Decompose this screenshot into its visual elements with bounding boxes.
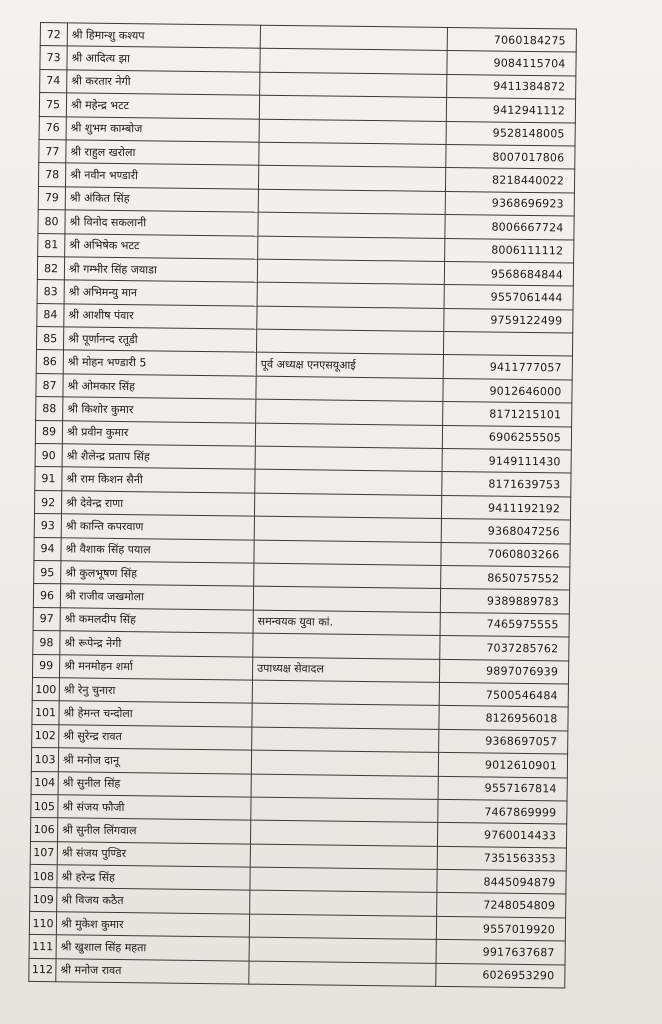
designation xyxy=(253,633,440,659)
member-name: श्री आदित्य झा xyxy=(67,46,260,72)
phone-number: 8007017806 xyxy=(446,144,575,169)
designation xyxy=(254,493,441,519)
serial-number: 89 xyxy=(35,420,62,444)
member-name: श्री अभिषेक भटट xyxy=(65,233,258,259)
designation xyxy=(254,563,441,589)
designation xyxy=(260,49,447,75)
member-name: श्री वैशाक सिंह पयाल xyxy=(61,537,254,563)
phone-number: 7351563353 xyxy=(437,846,566,871)
designation xyxy=(254,540,441,566)
designation xyxy=(252,680,439,706)
member-name: श्री रेनु चुनारा xyxy=(59,678,252,704)
serial-number: 98 xyxy=(33,631,60,655)
phone-number: 9412941112 xyxy=(446,98,575,123)
designation xyxy=(250,844,437,870)
serial-number: 99 xyxy=(32,654,59,678)
designation xyxy=(259,119,446,145)
member-name: श्री कमलदीप सिंह xyxy=(60,608,253,634)
phone-number: 7060184275 xyxy=(447,27,576,52)
designation xyxy=(258,236,445,262)
designation xyxy=(249,914,436,940)
phone-number: 8171639753 xyxy=(442,472,571,497)
serial-number: 101 xyxy=(32,701,59,725)
phone-number: 9897076939 xyxy=(439,659,568,684)
member-name: श्री किशोर कुमार xyxy=(63,397,256,423)
phone-number: 9759122499 xyxy=(444,308,573,333)
serial-number: 102 xyxy=(32,724,59,748)
member-name: श्री हरेन्द्र सिंह xyxy=(57,865,250,891)
phone-number: 9760014433 xyxy=(437,823,566,848)
designation xyxy=(251,774,438,800)
phone-number: 9368697057 xyxy=(439,729,568,754)
serial-number: 88 xyxy=(36,397,63,421)
phone-number: 9084115704 xyxy=(447,51,576,76)
serial-number: 100 xyxy=(32,677,59,701)
phone-number: 7467869999 xyxy=(438,799,567,824)
phone-number: 8006111112 xyxy=(445,238,574,263)
designation xyxy=(249,937,436,963)
phone-number: 6026953290 xyxy=(436,963,565,988)
member-list-table xyxy=(28,22,577,989)
designation xyxy=(257,306,444,332)
designation xyxy=(255,470,442,496)
member-name: श्री देवेन्द्र राणा xyxy=(61,491,254,517)
serial-number: 91 xyxy=(35,467,62,491)
phone-number: 8650757552 xyxy=(441,565,570,590)
member-name: श्री हेमन्त चन्दोला xyxy=(59,701,252,727)
member-name: श्री शैलेन्द्र प्रताप सिंह xyxy=(62,444,255,470)
serial-number: 83 xyxy=(37,280,64,304)
serial-number: 109 xyxy=(30,888,57,912)
designation xyxy=(251,750,438,776)
serial-number: 95 xyxy=(34,560,61,584)
serial-number: 73 xyxy=(40,46,67,70)
serial-number: 106 xyxy=(30,818,57,842)
designation xyxy=(258,166,445,192)
serial-number: 93 xyxy=(34,514,61,538)
serial-number: 86 xyxy=(36,350,63,374)
phone-number: 8171215101 xyxy=(443,402,572,427)
serial-number: 111 xyxy=(29,935,56,959)
phone-number: 9557167814 xyxy=(438,776,567,801)
serial-number: 79 xyxy=(38,186,65,210)
designation xyxy=(255,423,442,449)
phone-number: 7037285762 xyxy=(440,636,569,661)
phone-number: 9411192192 xyxy=(441,495,570,520)
phone-number: 9557061444 xyxy=(444,285,573,310)
member-name: श्री सुनील लिंगवाल xyxy=(57,818,250,844)
phone-number xyxy=(443,332,572,357)
member-name: श्री आशीष पंवार xyxy=(64,304,257,330)
designation xyxy=(257,259,444,285)
designation xyxy=(258,212,445,238)
designation xyxy=(249,961,436,987)
serial-number: 87 xyxy=(36,373,63,397)
member-name: श्री रूपेन्द्र नेगी xyxy=(60,631,253,657)
phone-number: 8445094879 xyxy=(437,869,566,894)
designation xyxy=(254,516,441,542)
phone-number: 9012646000 xyxy=(443,378,572,403)
member-name: श्री राम किशन सैनी xyxy=(62,467,255,493)
member-name: श्री मुकेश कुमार xyxy=(56,912,249,938)
member-name: श्री महेन्द्र भटट xyxy=(66,93,259,119)
serial-number: 81 xyxy=(38,233,65,257)
designation xyxy=(259,142,446,168)
designation xyxy=(256,376,443,402)
member-name: श्री पूर्णानन्द रतूडी xyxy=(63,327,256,353)
member-name: श्री नवीन भण्डारी xyxy=(65,163,258,189)
serial-number: 104 xyxy=(31,771,58,795)
serial-number: 97 xyxy=(33,607,60,631)
member-name: श्री खुशाल सिंह महता xyxy=(56,935,249,961)
designation xyxy=(260,25,447,51)
member-name: श्री संजय पुण्डिर xyxy=(57,841,250,867)
designation: समन्वयक युवा कां. xyxy=(253,610,440,636)
designation: पूर्व अध्यक्ष एनएसयूआई xyxy=(256,353,443,379)
serial-number: 78 xyxy=(38,163,65,187)
designation xyxy=(256,399,443,425)
member-name: श्री विनोद सकलानी xyxy=(65,210,258,236)
serial-number: 82 xyxy=(37,256,64,280)
serial-number: 85 xyxy=(36,327,63,351)
member-name: श्री सुरेन्द्र रावत xyxy=(59,725,252,751)
serial-number: 92 xyxy=(34,490,61,514)
phone-number: 9557019920 xyxy=(436,916,565,941)
designation xyxy=(252,703,439,729)
phone-number: 7060803266 xyxy=(441,542,570,567)
member-name: श्री मोहन भण्डारी 5 xyxy=(63,350,256,376)
serial-number: 75 xyxy=(39,93,66,117)
member-name: श्री राजीव जखमोला xyxy=(60,584,253,610)
serial-number: 80 xyxy=(38,210,65,234)
phone-number: 8126956018 xyxy=(439,706,568,731)
designation xyxy=(250,867,437,893)
member-name: श्री गम्भीर सिंह जयाडा xyxy=(64,257,257,283)
phone-number: 8006667724 xyxy=(445,215,574,240)
designation xyxy=(255,446,442,472)
member-name: श्री हिमान्शु कश्यप xyxy=(67,23,260,49)
designation xyxy=(250,891,437,917)
serial-number: 76 xyxy=(39,116,66,140)
member-name: श्री कान्ति कपरवाण xyxy=(61,514,254,540)
serial-number: 110 xyxy=(29,911,56,935)
phone-number: 9528148005 xyxy=(446,121,575,146)
phone-number: 9568684844 xyxy=(444,261,573,286)
serial-number: 96 xyxy=(33,584,60,608)
member-name: श्री मनोज दानू xyxy=(58,748,251,774)
serial-number: 107 xyxy=(30,841,57,865)
member-name: श्री अभिमन्यु मान xyxy=(64,280,257,306)
designation xyxy=(259,95,446,121)
member-name: श्री ओमकार सिंह xyxy=(63,374,256,400)
phone-number: 9411777057 xyxy=(443,355,572,380)
serial-number: 112 xyxy=(29,958,56,982)
phone-number: 7465975555 xyxy=(440,612,569,637)
phone-number: 7248054809 xyxy=(437,893,566,918)
serial-number: 103 xyxy=(31,748,58,772)
phone-number: 8218440022 xyxy=(445,168,574,193)
designation xyxy=(250,820,437,846)
member-name: श्री प्रवीन कुमार xyxy=(62,420,255,446)
phone-number: 9411384872 xyxy=(447,74,576,99)
designation xyxy=(258,189,445,215)
designation: उपाध्यक्ष सेवादल xyxy=(252,657,439,683)
member-name: श्री अंकित सिंह xyxy=(65,187,258,213)
serial-number: 94 xyxy=(34,537,61,561)
member-name: श्री करतार नेगी xyxy=(67,70,260,96)
serial-number: 108 xyxy=(30,865,57,889)
serial-number: 84 xyxy=(37,303,64,327)
phone-number: 9149111430 xyxy=(442,448,571,473)
designation xyxy=(252,727,439,753)
phone-number: 9012610901 xyxy=(438,753,567,778)
member-name: श्री विजय कठैत xyxy=(57,888,250,914)
serial-number: 72 xyxy=(40,23,67,47)
serial-number: 90 xyxy=(35,444,62,468)
member-name: श्री शुभम काम्बोज xyxy=(66,116,259,142)
table-body xyxy=(29,23,577,988)
designation xyxy=(253,587,440,613)
designation xyxy=(257,282,444,308)
member-name: श्री मनमोहन शर्मा xyxy=(59,654,252,680)
phone-number: 9368047256 xyxy=(441,519,570,544)
member-name: श्री मनोज रावत xyxy=(56,958,249,984)
phone-number: 6906255505 xyxy=(442,425,571,450)
serial-number: 105 xyxy=(31,794,58,818)
phone-number: 9368696923 xyxy=(445,191,574,216)
designation xyxy=(251,797,438,823)
phone-number: 9917637687 xyxy=(436,940,565,965)
member-name: श्री राहुल खरोला xyxy=(66,140,259,166)
serial-number: 77 xyxy=(39,139,66,163)
member-name: श्री संजय फौजी xyxy=(58,795,251,821)
phone-number: 7500546484 xyxy=(439,682,568,707)
phone-number: 9389889783 xyxy=(440,589,569,614)
designation xyxy=(260,72,447,98)
serial-number: 74 xyxy=(40,69,67,93)
member-name: श्री कुलभूषण सिंह xyxy=(61,561,254,587)
designation xyxy=(256,329,443,355)
member-name: श्री सुनील सिंह xyxy=(58,771,251,797)
